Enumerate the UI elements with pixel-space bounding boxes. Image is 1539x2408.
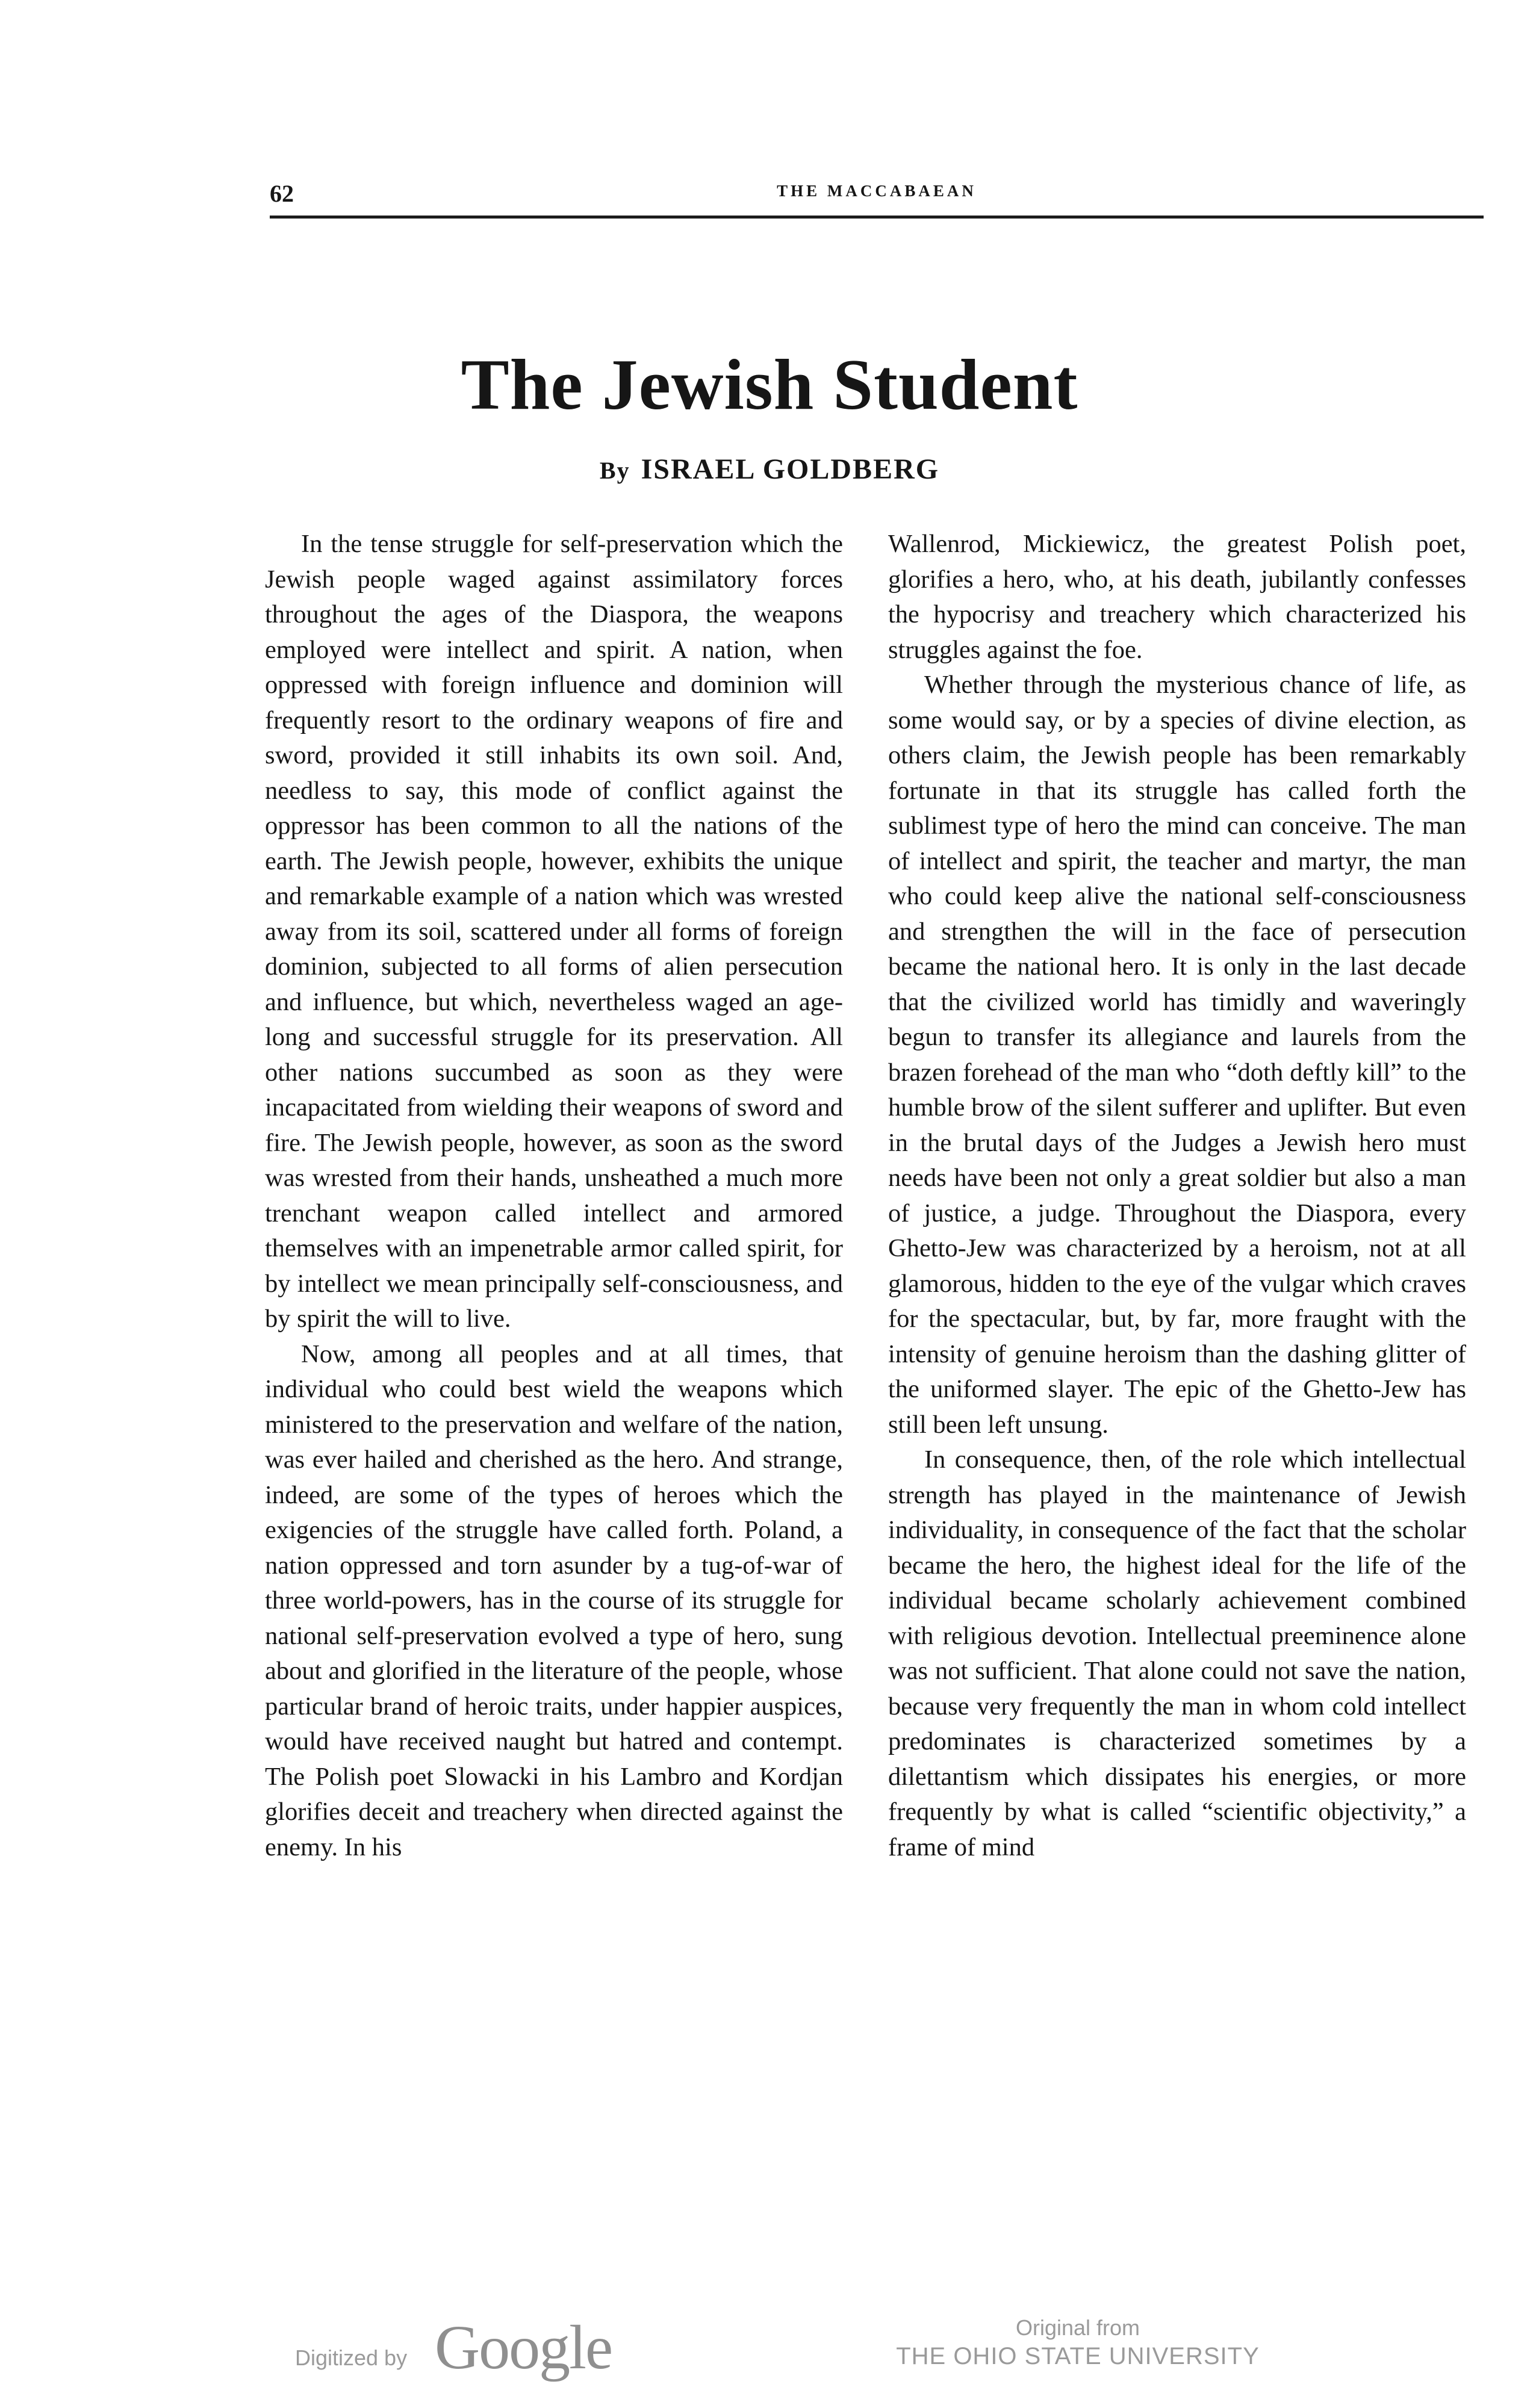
google-logo: Google (435, 2313, 612, 2382)
page-number: 62 (270, 180, 294, 207)
original-from-label: Original from (1015, 2315, 1140, 2340)
journal-title: THE MACCABAEAN (777, 182, 977, 200)
paragraph: Now, among all peoples and at all times, that individual who could best wield the weapons which ministered to the preservation and welfare of the nation, was ever hailed and cherished as the hero. And strange, indeed, are some of the types of heroes which the exigencies of the struggle have called forth. Poland, a nation oppressed and torn asunder by a tug-of-war of three world-powers, has in the course of its struggle for national self-preservation evolved a type of hero, sung about and glorified in the literature of the people, whose particular brand of heroic traits, under happier auspices, would have received naught but hatred and contempt. The Polish poet Slowacki in his Lambro and Kordjan glorifies deceit and treachery when directed against the enemy. In his (265, 1339, 843, 1861)
institution-name: THE OHIO STATE UNIVERSITY (896, 2343, 1260, 2369)
byline (0, 453, 1539, 486)
paragraph: In the tense struggle for self-preservation which the Jewish people waged against assimilatory forces throughout the ages of the Diaspora, the weapons employed were intellect and spirit. A nation, when oppressed with foreign influence and dominion will frequently resort to the ordinary weapons of fire and sword, provided it still inhabits its own soil. And, needless to say, this mode of conflict against the oppressor has been common to all the nations of the earth. The Jewish people, however, exhibits the unique and remarkable example of a nation which was wrested away from its soil, scattered under all forms of foreign dominion, subjected to all forms of alien persecution and influence, but which, nevertheless waged an age-long and successful struggle for its preservation. All other nations succumbed as soon as they were incapacitated from wielding their weapons of sword and fire. The Jewish people, however, as soon as the sword was wrested from their hands, unsheathed a much more trenchant weapon called intellect and armored themselves with an impenetrable armor called spirit, for by intellect we mean principally self-consciousness, and by spirit the will to live. (265, 530, 843, 1333)
right-column (888, 527, 1466, 1865)
running-head (270, 179, 1484, 219)
digitization-footer (0, 2312, 1539, 2390)
article-title: The Jewish Student (461, 344, 1078, 424)
paragraph-continued: Wallenrod, Mickiewicz, the greatest Polish poet, glorifies a hero, who, at his death, jubilantly confesses the hypocrisy and treachery which characterized his struggles against the foe. (888, 530, 1466, 664)
byline-prefix: By (599, 457, 630, 484)
paragraph: In consequence, then, of the role which intellectual strength has played in the maintenance of Jewish individuality, in consequence of the fact that the scholar became the hero, the highest ideal for the life of the individual became scholarly achievement combined with religious devotion. Intellectual preeminence alone was not sufficient. That alone could not save the nation, because very frequently the man in whom cold intellect predominates is characterized sometimes by a dilettantism which dissipates his energies, or more frequently by what is called “scientific objectivity,” a frame of mind (888, 1445, 1466, 1861)
left-column (265, 527, 843, 1865)
digitized-by-label: Digitized by (295, 2345, 408, 2370)
paragraph: Whether through the mysterious chance of life, as some would say, or by a species of divine election, as others claim, the Jewish people has been remarkably fortunate in that its struggle has called forth the sublimest type of hero the mind can conceive. The man of intellect and spirit, the teacher and martyr, the man who could keep alive the national self-consciousness and strengthen the will in the face of persecution became the national hero. It is only in the last decade that the civilized world has timidly and waveringly begun to transfer its allegiance and laurels from the brazen forehead of the man who “doth deftly kill” to the humble brow of the silent sufferer and uplifter. But even in the brutal days of the Judges a Jewish hero must needs have been not only a great soldier but also a man of justice, a judge. Throughout the Diaspora, every Ghetto-Jew was characterized by a heroism, not at all glamorous, hidden to the eye of the vulgar which craves for the spectacular, but, by far, more fraught with the intensity of genuine heroism than the dashing glitter of the uniformed slayer. The epic of the Ghetto-Jew has still been left unsung. (888, 671, 1466, 1439)
author-name: ISRAEL GOLDBERG (641, 453, 940, 485)
